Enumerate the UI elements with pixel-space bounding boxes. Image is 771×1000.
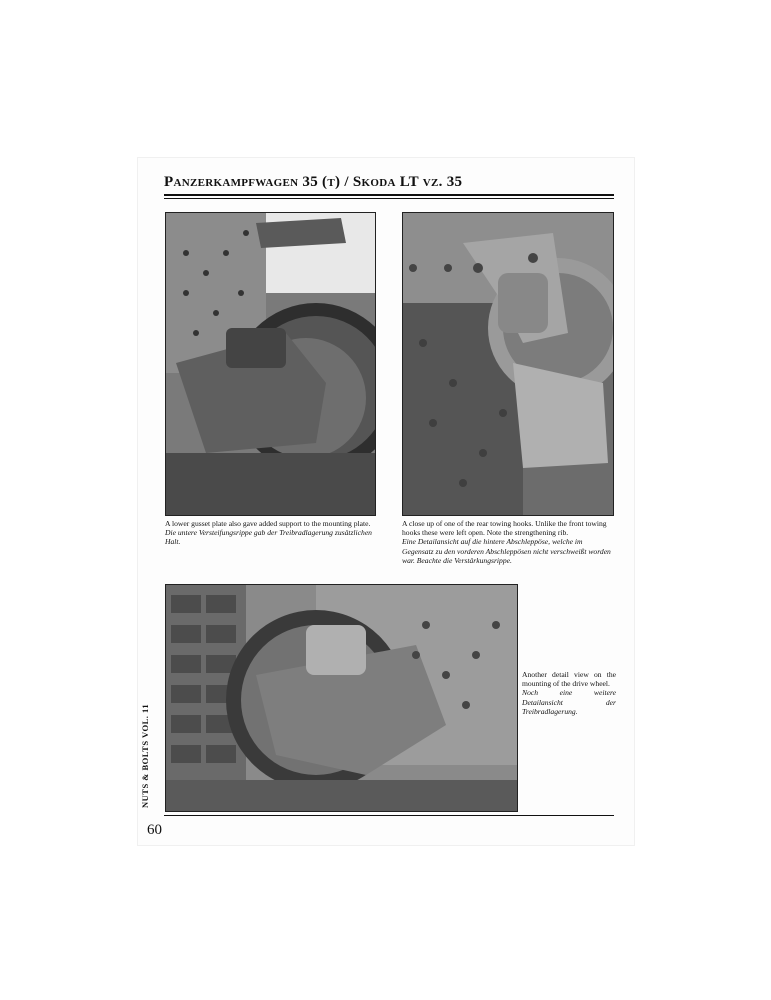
caption-german: Noch eine weitere Detailansicht der Treibradlagerung.	[522, 688, 616, 716]
page-number: 60	[147, 822, 162, 838]
caption-english: A close up of one of the rear towing hooks. Unlike the front towing hooks these were left open. Note the strengthening rib.	[402, 519, 607, 538]
page-title: Panzerkampfwagen 35 (t) / Skoda LT vz. 35	[164, 174, 463, 190]
caption-photo-3	[522, 670, 616, 716]
photo-rear-towing-hook	[402, 212, 614, 516]
header-rule	[164, 194, 614, 196]
caption-photo-2	[402, 519, 616, 565]
caption-english: Another detail view on the mounting of the drive wheel.	[522, 670, 616, 689]
caption-english: A lower gusset plate also gave added support to the mounting plate.	[165, 519, 371, 528]
photo-drive-wheel-gusset	[165, 212, 376, 516]
caption-german: Die untere Versteifungsrippe gab der Treibradlagerung zusätzlichen Halt.	[165, 528, 372, 547]
header-rule-thin	[164, 198, 614, 199]
series-label: NUTS & BOLTS VOL. 11	[140, 703, 150, 808]
caption-photo-1	[165, 519, 377, 547]
footer-rule	[164, 815, 614, 816]
caption-german: Eine Detailansicht auf die hintere Abschleppöse, welche im Gegensatz zu den vorderen Abschleppösen nicht verschweißt worden war. Beachte die Verstärkungsrippe.	[402, 537, 611, 565]
photo-drive-wheel-mounting	[165, 584, 518, 812]
